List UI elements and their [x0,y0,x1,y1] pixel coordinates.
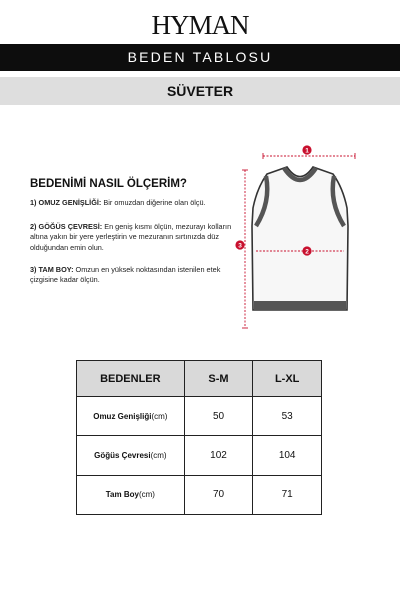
vest-diagram [235,140,365,340]
size-table [76,360,322,515]
product-name: SÜVETER [0,77,400,105]
cell-chest-sm: 102 [184,436,253,475]
cell-length-sm: 70 [184,475,253,514]
row-label-shoulder [77,397,185,436]
cell-shoulder-lxl: 53 [253,397,322,436]
header-sizes: BEDENLER [77,361,185,397]
instruction-chest [30,222,235,253]
instruction-text: En geniş kısmı ölçün, mezurayı kolların altına yakın bir yere yerleştirin ve mezuranın sırtınızda düz olduğundan emin olun. [30,222,232,252]
header-size-sm: S-M [184,361,253,397]
marker-2-label: 2 [305,248,309,256]
instruction-label: 1) OMUZ GENİŞLİĞİ: [30,198,102,207]
instruction-label: 2) GÖĞÜS ÇEVRESİ: [30,222,103,231]
instruction-length [30,265,235,286]
cell-chest-lxl: 104 [253,436,322,475]
instruction-label: 3) TAM BOY: [30,265,74,274]
table-row [77,397,322,436]
row-name: Tam Boy [105,490,139,500]
marker-3-label: 3 [238,242,242,250]
instruction-text: Omzun en yüksek noktasından istenilen etek çizgisine kadar ölçün. [30,265,221,285]
row-label-length [77,475,185,514]
size-table-header-row [77,361,322,397]
instruction-shoulder [30,198,235,208]
row-name: Göğüs Çevresi [94,450,151,460]
row-unit: (cm) [150,450,167,460]
marker-1-label: 1 [305,147,309,155]
vest-hem-rib [254,301,346,310]
instruction-text: Bir omuzdan diğerine olan ölçü. [101,198,206,207]
table-row [77,436,322,475]
row-name: Omuz Genişliği [93,411,152,421]
row-unit: (cm) [151,411,168,421]
row-label-chest [77,436,185,475]
page-title: BEDEN TABLOSU [0,44,400,71]
howto-title: BEDENİMİ NASIL ÖLÇERİM? [30,178,187,190]
cell-length-lxl: 71 [253,475,322,514]
cell-shoulder-sm: 50 [184,397,253,436]
brand-logo: HYMAN [151,10,249,40]
table-row [77,475,322,514]
header-size-lxl: L-XL [253,361,322,397]
row-unit: (cm) [138,490,155,500]
